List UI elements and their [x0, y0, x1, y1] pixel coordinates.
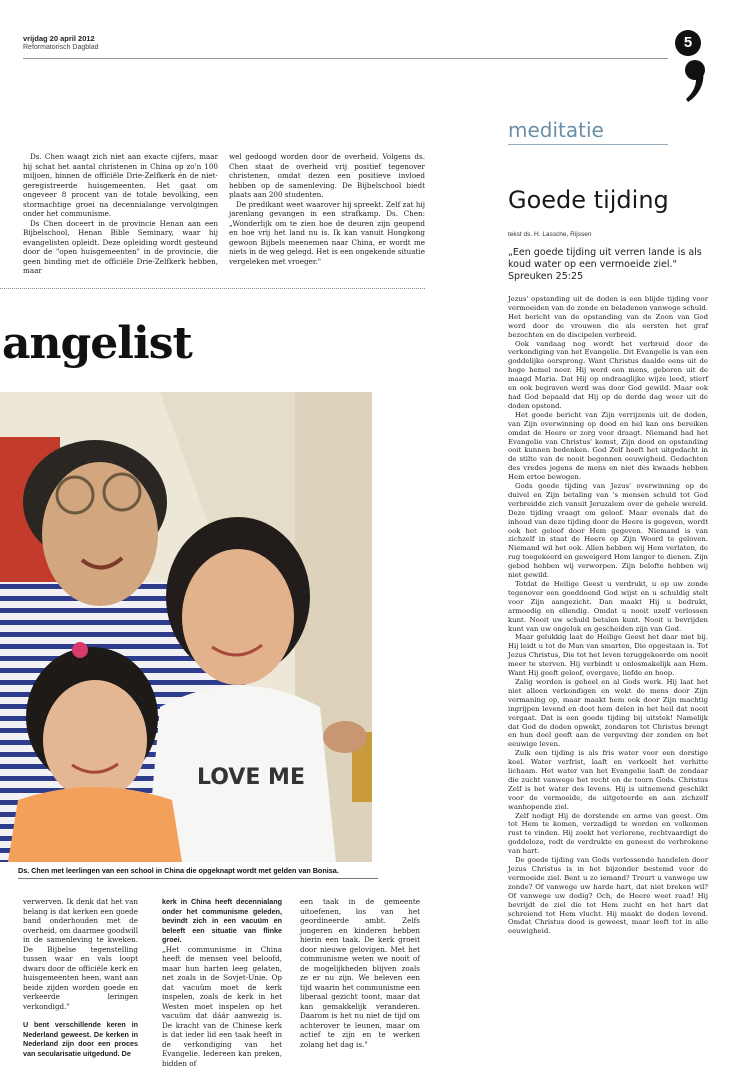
top-article-col-2 — [229, 152, 425, 266]
newspaper-name: Reformatorisch Dagblad — [23, 44, 99, 51]
paragraph: „Het communisme in China heeft de mensen veel beloofd, maar hun harten leeg gelaten, net zoals in de Sovjet-Unie. Op dat vacuüm moet de kerk inspelen, zoals de kerk in het Westen moet inspelen op het vacuüm dat dáár aanwezig is. De kracht van de Chinese kerk is dat ieder lid een taak heeft in de verkondiging van het Evangelie. Iedereen kan preken, bidden of — [162, 944, 282, 1068]
paragraph: Ook vandaag nog wordt het verbreid door de verkondiging van het Evangelie. Dit Evangelie is van een goddelijke oorsprong. Want Christus daalde eens uit de hoge hemel neer. Hij werd een mens, geboren uit de maagd Maria. Dat Hij op ondraaglijke wijze leed, stierf en ook begraven werd was door God gewild. Maar ook had God bepaald dat Hij op de derde dag weer uit de doden opstond. — [508, 339, 708, 410]
paragraph: verwerven. Ik denk dat het van belang is dat kerken een goede band onderhouden met de overheid, om daarmee goodwill in de samenleving te kweken. De Bijbelse tegenstelling tussen waar en vals loopt dwars door de officiële kerk en huisgemeenten heen, want aan beide zijden worden goede en verkeerde leringen verkondigd." — [23, 897, 138, 1011]
paragraph: Jezus' opstanding uit de doden is een blijde tijding voor vermoeiden van de zonde en beladenen vanwege schuld. Het bericht van de opstanding van de Zoon van God werd door de vrouwen die als eersten het graf bezochten en de discipelen verbreid. — [508, 295, 708, 339]
caption-rule — [18, 878, 378, 879]
meditation-body — [508, 295, 708, 936]
page-number: 5 — [675, 30, 701, 56]
paragraph: De predikant weet waarover hij spreekt. Zelf zat hij jarenlang gevangen in een strafkamp. Ds. Chen: „Wonderlijk om te zien hoe de deuren zijn geopend en hoe vrij het land nu is. Ik kan vanuit Hongkong gewoon Bijbels meenemen naar China, er wordt me niets in de weg gelegd. Het is een ongekende situatie vergeleken met vroeger." — [229, 199, 425, 266]
paragraph: Gods goede tijding van Jezus' overwinning op de duivel en Zijn betaling van 's mensen schuld tot God verbreidde zich vanuit Jeruzalem over de gehele wereld. Deze tijding vraagt om geloof. Maar evenals dat de inhoud van deze tijding door de Heere is gegeven, wordt ook het geloof door Hem gegeven. Niemand is van zichzelf in staat de Heere op Zijn Woord te geloven. Niemand wil het ook. Allen hebben wij Hem verlaten, de rug toegekeerd en geweigerd Hem langer te dienen. Zijn gebod hebben wij verworpen. Zijn beloftе hebben wij niet gewild. — [508, 482, 708, 580]
paragraph: Ds. Chen waagt zich niet aan exacte cijfers, maar hij schat het aantal christenen in China op zo'n 100 miljoen, binnen de officiële Drie-Zelfkerk én de niet-geregistreerde huisgemeenten. Het gaat om ongeveer 8 procent van de totale bevolking, een stormachtige groei na decennialange vervolgingen onder het communisme. — [23, 152, 218, 218]
headline: angelist — [2, 318, 192, 369]
paragraph: Zulk een tijding is als fris water voor een dorstige keel. Water verfrist, laaft en verkoelt het verhitte lichaam. Het water van het Evangelie laaft de zondaar die zucht vanwege het recht en de toorn Gods. Christus Zelf is het water des levens. Hij is uitnemend geschikt voor de vermoeide, de uitgeteerde en aan zichzelf wanhopende ziel. — [508, 749, 708, 811]
bottom-article-col-3 — [300, 897, 420, 1049]
bottom-article-col-1 — [23, 897, 138, 1058]
paragraph: Totdat de Heilige Geest u verdrukt, u op uw zonde tegenover een goeddoend God wijst en u schuldig stelt voor Zijn aangezicht. Dan maakt Hij u bedrukt, armoedig en ellendig. Omdat u nooit uzelf verlossen kunt. Nooit uw schuld betalen kunt. Nooit u bevrijden kunt van uw ongeluk en gescheiden zijn van God. — [508, 580, 708, 633]
quote-text: „Een goede tijding uit verren lande is als koud water op een vermoeide ziel." — [508, 247, 702, 270]
paragraph: Zalig worden is geheel en al Gods werk. Hij laat het niet alleen verkondigen en wekt de mens door Zijn vermaning op, maar maakt hem ook door Zijn machtig ingrijpen levend en doet hem delen in het heil dat nooit vergaat. Dat is een goede tijding bij uitstek! Namelijk dat God de doden opwekt, zondaren tot Christus brengt en hun deel geeft aan de vergeving der zonden en het eeuwige leven. — [508, 677, 708, 749]
paragraph: Ds Chen doceert in de provincie Henan aan een Bijbelschool, Henan Bible Seminary, waar hij evangelisten opleidt. Deze opleiding wordt gesteund door de "open huisgemeenten" in de provincie, die geen binding met de officiële Drie-Zelfkerk hebben, maar — [23, 218, 218, 275]
shirt-text: LOVE ME — [197, 765, 305, 790]
scripture-quote — [508, 247, 708, 283]
section-rule — [508, 144, 668, 145]
paragraph: wel gedoogd worden door de overheid. Volgens ds. Chen staat de overheid vrij positief tegenover christenen, omdat dezen een positieve invloed hebben op de samenleving. De Bijbelschool biedt plaats aan 200 studenten. — [229, 152, 425, 199]
photo-caption: Ds. Chen met leerlingen van een school in China die opgeknapt wordt met gelden van Bonisa. — [18, 866, 339, 875]
paragraph: De goede tijding van Gods verlossende handelen door Jezus Christus is in het bijzonder bestemd voor de vermoeide ziel. Bent u zo iemand? Treurt u vanwege uw zonde? Of vanwege uw harde hart, dat niet breken wil? Of vanwege uw dodig? Och, de Heere weet raad! Hij bevrijdt de ziel die tot Hem zucht en het hart dat schreiend tot Hem vlucht. Hij maakt de doden levend. Omdat Christus dood is geweest, maar leeft tot in alle eeuwigheid. — [508, 856, 708, 936]
quote-reference: Spreuken 25:25 — [508, 271, 584, 282]
interview-question: U bent verschillende keren in Nederland geweest. De kerken in Nederland zijn door een proces van secularisatie uitgedund. De — [23, 1020, 138, 1058]
comma-logo-icon — [684, 58, 706, 104]
byline: tekst ds. H. Lassche, Rijssen — [508, 231, 592, 238]
paragraph: Maar gelukkig laat de Heilige Geest het daar niet bij. Hij leidt u tot de Man van smarten, Die opgestaan is. Tot Jezus Christus, Die tot het leven teruggekeerde om nooit meer te sterven. Hij verbindt u onlosmakelijk aan Hem. Want Hij geeft geloof, overgave, liefde en hoop. — [508, 633, 708, 678]
top-article-col-1 — [23, 152, 218, 276]
section-label: meditatie — [508, 118, 604, 142]
article-photo — [0, 392, 372, 862]
section-divider — [0, 288, 425, 289]
paragraph: Het goede bericht van Zijn verrijzenis uit de doden, van Zijn overwinning op dood en hel kan ons bereiken omdat de Heere er zorg voor draagt. Niemand had het Evangelie van Christus' komst, Zijn dood en opstanding ooit kunnen bedenken. God Zelf heeft het uitgedacht in de stilte van de nooit begonnen eeuwigheid. Gedachten des vredes jegens de mens en niet des kwaads hebben Hem ertoe bewogen. — [508, 410, 708, 482]
bottom-article-col-2 — [162, 897, 282, 1068]
meditation-title: Goede tijding — [508, 186, 669, 214]
header-rule — [23, 58, 668, 59]
paragraph: een taak in de gemeente uitoefenen, los van het geordineerde ambt. Zelfs jongeren en kinderen hebben hierin een taak. De kerk groeit door nieuwe gelovigen. Met het communisme weten we nooit of de mogelijkheden blijven zoals ze er nu zijn. We beleven een tijd waarin het communisme een liberaal gezicht toont, maar dat kan gemakkelijk veranderen. Daarom is het nu niet de tijd om achterover te leunen, maar om actief te zijn en te werken zolang het dag is." — [300, 897, 420, 1049]
publication-date: vrijdag 20 april 2012 — [23, 34, 95, 43]
interview-question: kerk in China heeft decennialang onder het communisme geleden, bevindt zich in een vacuüm en beleeft een situatie van flinke groei. — [162, 897, 282, 944]
paragraph: Zelf nodigt Hij de dorstende en arme van geest. Om tot Hem te komen, verzadigd te worden en volkomen rust te vinden. Hij zoekt het verlorene, rechtvaardigt de goddeloze, redt de verdrukte en geneest de verbrokene van hart. — [508, 811, 708, 856]
